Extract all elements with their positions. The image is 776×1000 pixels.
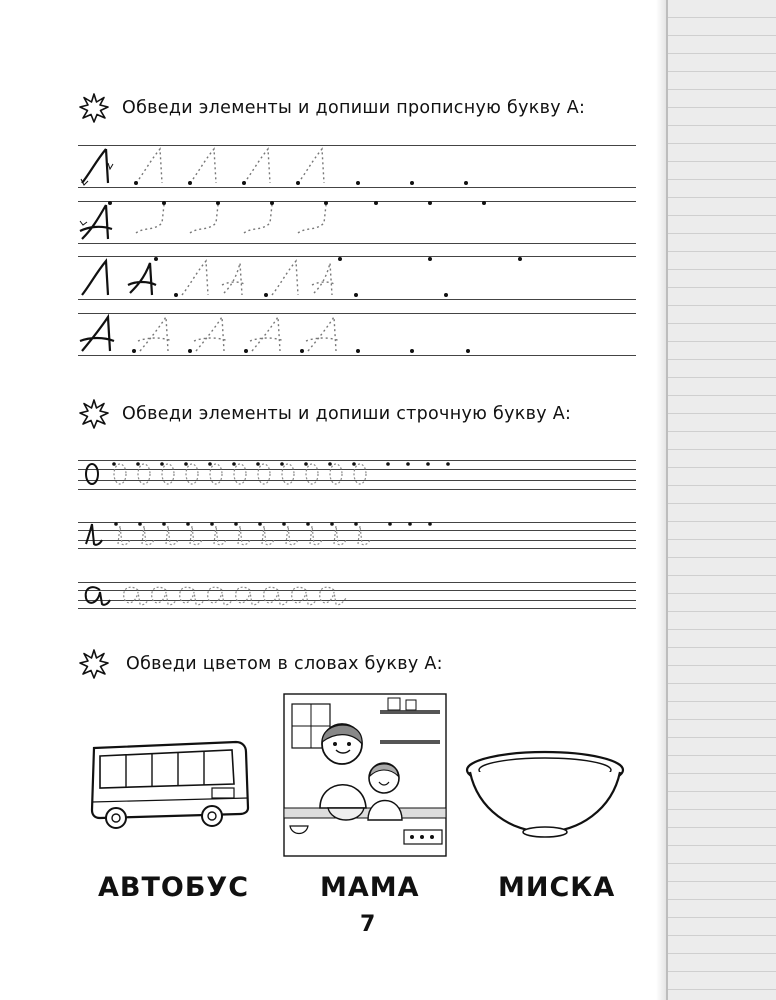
lowercase-a-strokes[interactable] — [78, 458, 636, 618]
lowercase-a-writing-lines — [78, 458, 636, 618]
bus-picture[interactable] — [86, 738, 256, 834]
star-burst-icon — [78, 398, 110, 430]
page-number: 7 — [360, 912, 376, 937]
task-3-text: Обведи цветом в словах букву А: — [126, 654, 443, 674]
next-page-margin — [666, 0, 776, 1000]
star-burst-icon — [78, 92, 110, 124]
capital-a-strokes[interactable] — [78, 143, 636, 363]
word-bowl[interactable]: МИСКА — [498, 872, 616, 903]
task-1-instruction — [78, 92, 585, 124]
pictures-row — [78, 690, 648, 860]
task-1-text: Обведи элементы и допиши прописную букву А: — [122, 98, 586, 118]
mom-cooking-picture[interactable] — [280, 690, 450, 860]
task-2-text: Обведи элементы и допиши строчную букву А: — [122, 404, 572, 424]
word-mom[interactable]: МАМА — [320, 872, 420, 903]
word-bus[interactable]: АВТОБУС — [98, 872, 250, 903]
star-burst-icon — [78, 648, 110, 680]
task-3-instruction — [78, 648, 443, 680]
bowl-picture[interactable] — [462, 748, 628, 844]
task-2-instruction — [78, 398, 571, 430]
capital-a-writing-lines — [78, 143, 636, 363]
